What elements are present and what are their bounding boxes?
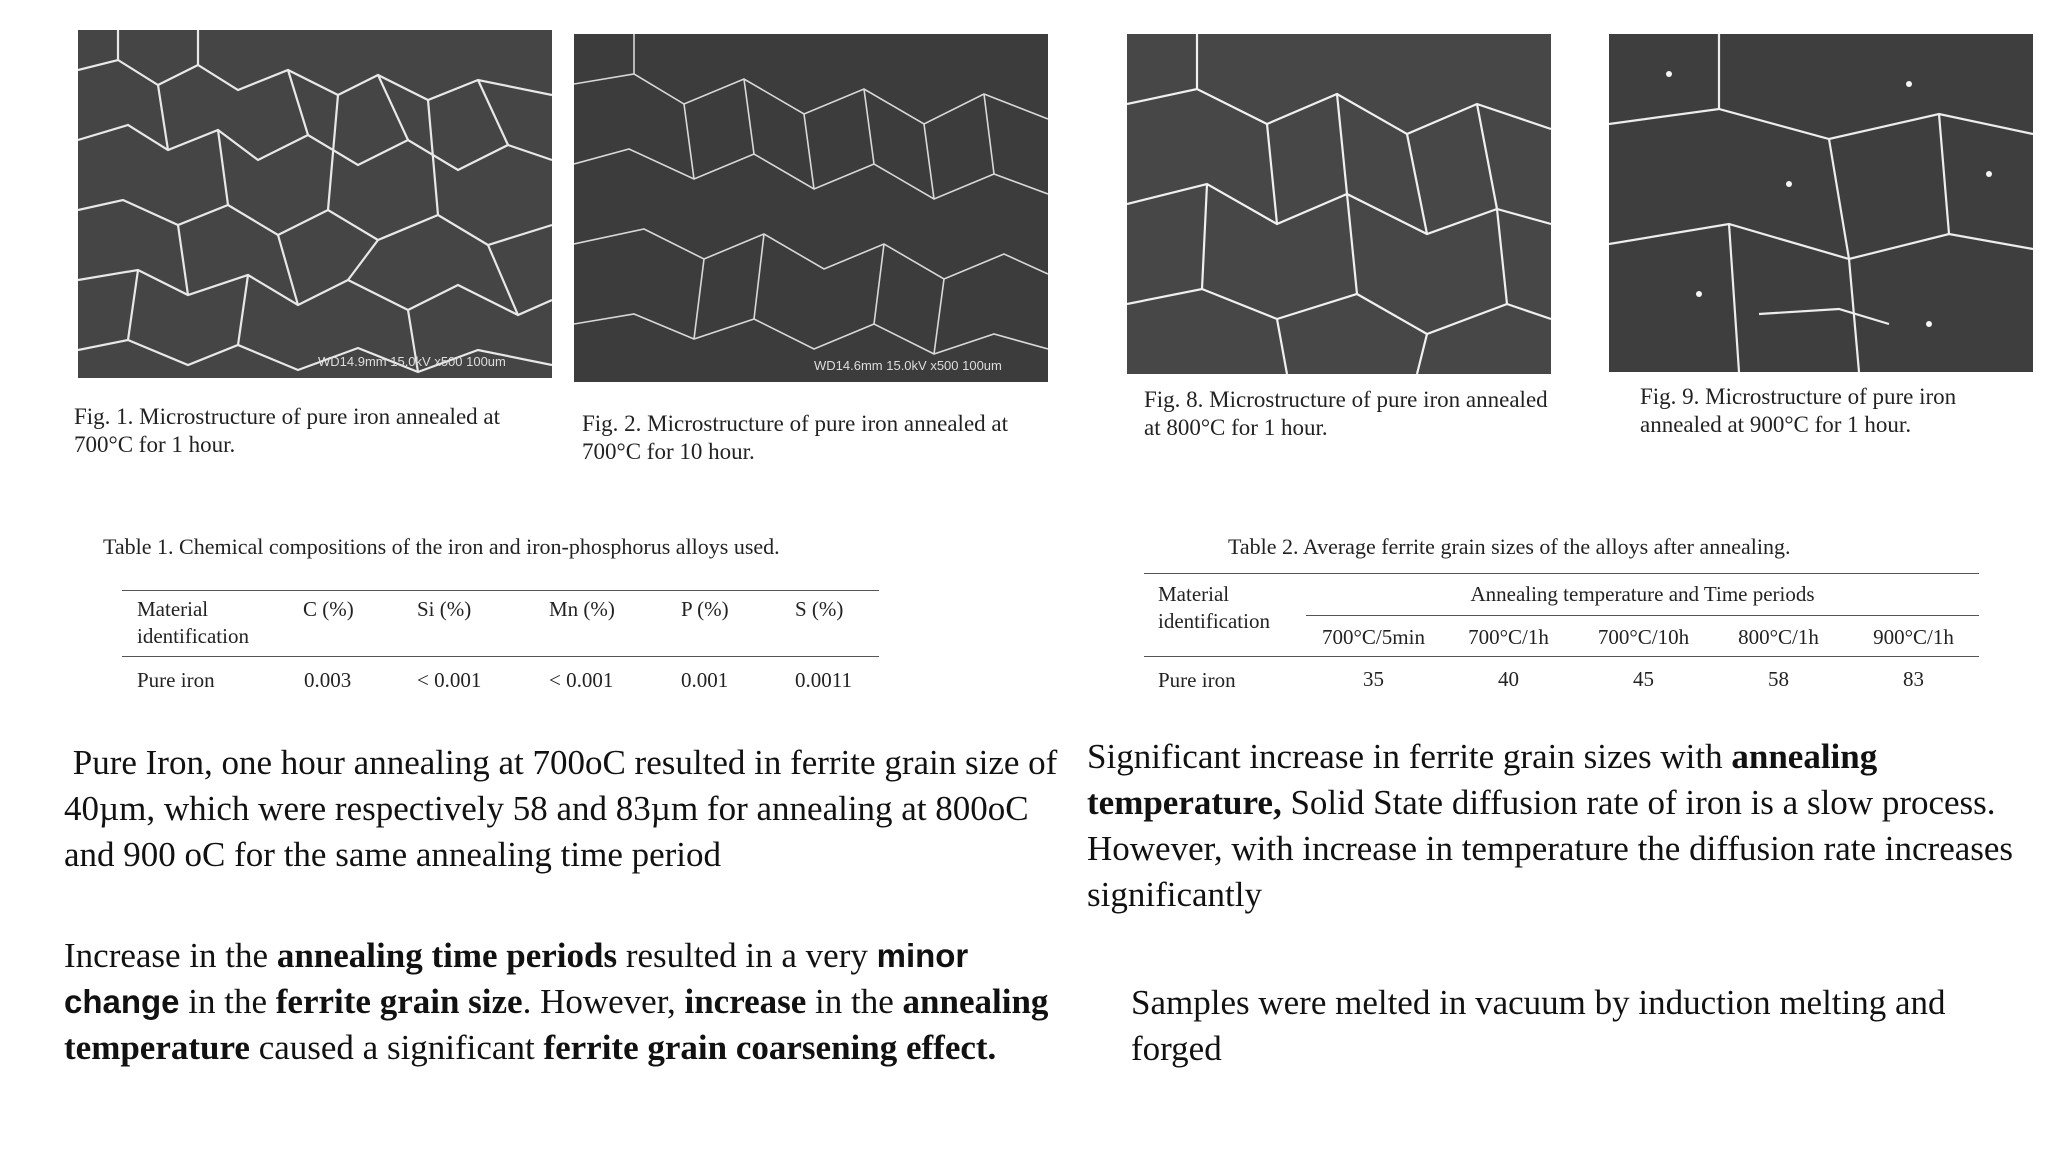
table-2-cell: 35 bbox=[1363, 667, 1384, 691]
table-2-cell: 83 bbox=[1903, 667, 1924, 691]
paragraph-pure-iron-results: Pure Iron, one hour annealing at 700oC resulted in ferrite grain size of 40µm, which were respectively 58 and 83µm for annealing at 800oC and 900 oC for the same annealing time period bbox=[64, 743, 1067, 874]
table-1-header-si: Si (%) bbox=[417, 597, 472, 621]
table-2-col-header: 700°C/1h bbox=[1468, 625, 1549, 649]
figure-1-micrograph bbox=[78, 30, 552, 378]
table-2-col-header: 700°C/5min bbox=[1322, 625, 1425, 649]
table-2-cell: 40 bbox=[1498, 667, 1519, 691]
table-1-top-rule bbox=[122, 590, 879, 591]
table-2-col-header: 800°C/1h bbox=[1738, 625, 1819, 649]
table-2-col-header: 700°C/10h bbox=[1597, 625, 1690, 649]
table-1-header-mn: Mn (%) bbox=[549, 597, 615, 621]
figure-2-caption: Fig. 2. Microstructure of pure iron annealed at 700°C for 10 hour. bbox=[582, 411, 1009, 464]
table-1-header-s: S (%) bbox=[795, 597, 844, 621]
table-2-cell: 58 bbox=[1768, 667, 1789, 691]
table-1-cell: < 0.001 bbox=[417, 668, 482, 692]
table-1-cell: 0.003 bbox=[304, 668, 352, 692]
table-2-caption: Table 2. Average ferrite grain sizes of the alloys after annealing. bbox=[1228, 534, 1791, 559]
table-2-header-material: Material identification bbox=[1158, 582, 1270, 633]
table-2-top-rule bbox=[1144, 573, 1979, 574]
figure-1-caption: Fig. 1. Microstructure of pure iron annealed at 700°C for 1 hour. bbox=[74, 404, 501, 457]
table-1-header-p: P (%) bbox=[681, 597, 729, 621]
paragraph-annealing-effects: Increase in the annealing time periods resulted in a very minor change in the ferrite grain size. However, increase in the annealing temperature caused a significant ferrite grain coarsening effect. bbox=[64, 936, 1049, 1067]
table-2-group-header: Annealing temperature and Time periods bbox=[1470, 582, 1815, 606]
table-2-cell: 45 bbox=[1633, 667, 1654, 691]
table-2-mid-rule bbox=[1144, 656, 1979, 657]
paragraph-sample-preparation: Samples were melted in vacuum by induction melting and forged bbox=[1131, 983, 1946, 1068]
figure-9-caption: Fig. 9. Microstructure of pure iron annealed at 900°C for 1 hour. bbox=[1640, 384, 1957, 437]
table-1-cell: < 0.001 bbox=[549, 668, 614, 692]
table-1-cell: 0.001 bbox=[681, 668, 729, 692]
table-1-mid-rule bbox=[122, 656, 879, 657]
figure-8-micrograph bbox=[1127, 34, 1551, 374]
table-2-cell: Pure iron bbox=[1158, 668, 1236, 692]
table-2-group-rule bbox=[1306, 615, 1979, 616]
figure-2-micrograph bbox=[574, 34, 1048, 382]
table-1-cell: 0.0011 bbox=[795, 668, 852, 692]
table-1-header-c: C (%) bbox=[303, 597, 354, 621]
figure-8-caption: Fig. 8. Microstructure of pure iron annealed at 800°C for 1 hour. bbox=[1144, 387, 1548, 440]
paragraph-grain-size-diffusion: Significant increase in ferrite grain sizes with annealing temperature, Solid State diffusion rate of iron is a slow process. However, with increase in temperature the diffusion rate increases significantly bbox=[1087, 737, 2014, 914]
fig2-scale-bar: WD14.6mm 15.0kV x500 100um bbox=[814, 358, 1002, 373]
table-1-caption: Table 1. Chemical compositions of the iron and iron-phosphorus alloys used. bbox=[103, 534, 780, 559]
figure-9-micrograph bbox=[1609, 34, 2033, 372]
table-1-header-material: Material identification bbox=[137, 597, 249, 648]
table-2-col-header: 900°C/1h bbox=[1873, 625, 1954, 649]
fig1-scale-bar: WD14.9mm 15.0kV x500 100um bbox=[318, 354, 506, 369]
table-1-cell: Pure iron bbox=[137, 668, 215, 692]
